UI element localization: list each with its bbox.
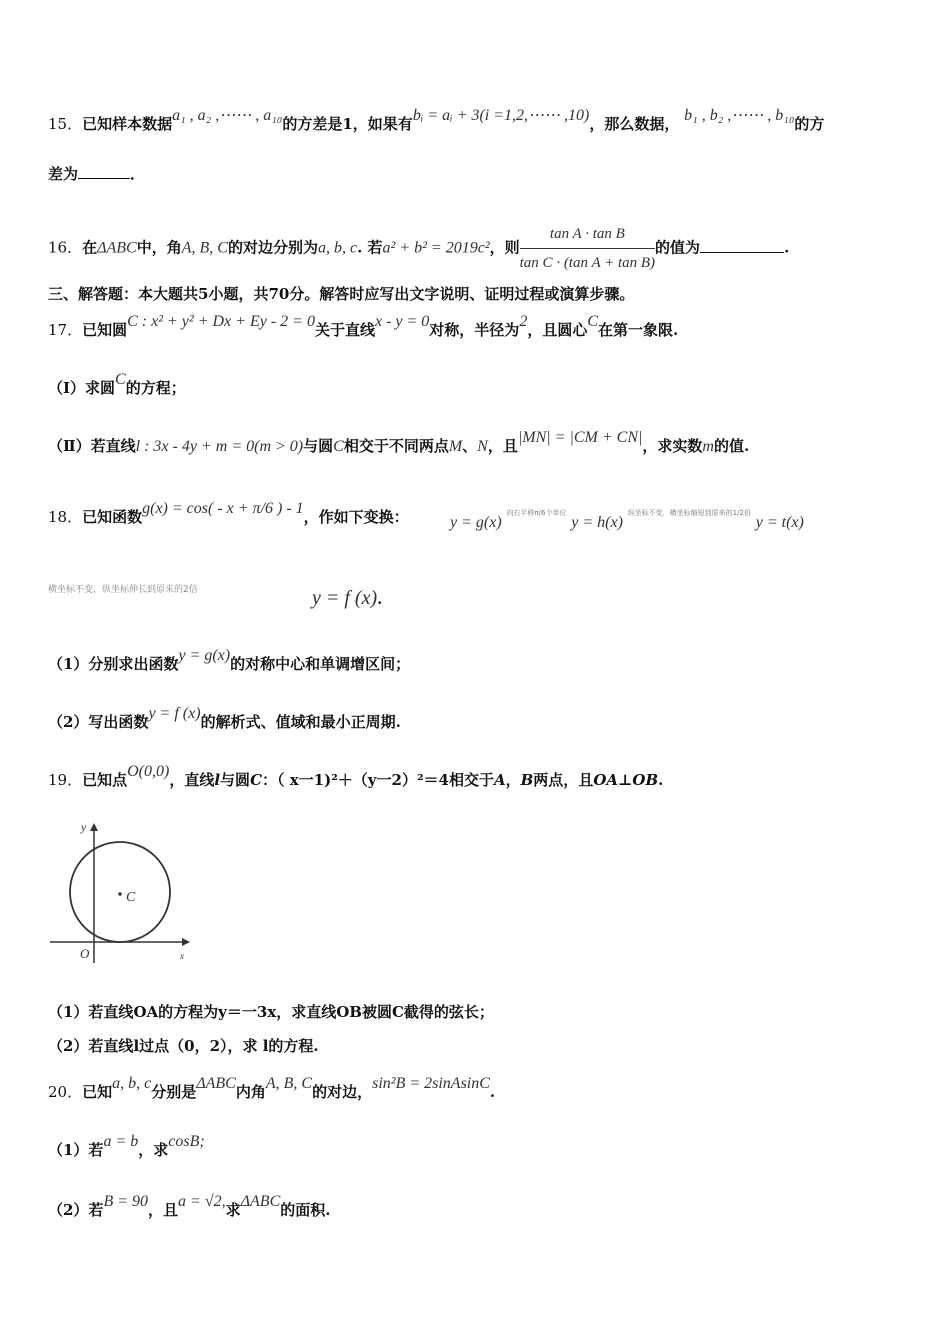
q17-part1-label: （Ⅰ）求圆 <box>48 379 116 397</box>
origin-label: O <box>80 946 90 961</box>
q19-text-1: 已知点 <box>82 771 128 789</box>
q16-math-4: a² + b² = 2019c² <box>382 239 490 257</box>
q20-part2-math-3: ΔABC <box>240 1193 281 1210</box>
q16-text-3: 的对边分别为 <box>227 238 318 257</box>
q18-part1-math: y = g(x) <box>178 647 231 664</box>
q19-text-4: ：（ x一1)²＋（y一2）²＝4相交于 <box>262 771 494 789</box>
q19-number: 19． <box>48 771 83 789</box>
q19-point-a: A <box>493 771 506 789</box>
q18-text-1: 已知函数 <box>82 508 143 526</box>
q15-text-5: 差为 <box>48 165 79 183</box>
q17-part2-label: （Ⅱ）若直线 <box>48 437 136 455</box>
q17-part2-text-5: ，求实数 <box>642 437 703 455</box>
q15-text-3: ，那么数据， <box>589 115 680 133</box>
q17-math-2: x - y = 0 <box>374 313 430 330</box>
q18-math-t: y = t(x) <box>755 514 804 531</box>
q19-point-b: B <box>520 771 534 789</box>
q20-part1-text: ，求 <box>138 1141 169 1159</box>
q20-number: 20． <box>48 1083 83 1101</box>
q16-fraction <box>520 222 655 275</box>
x-axis-label: x <box>180 951 184 961</box>
q19-figure <box>48 815 198 965</box>
q18-number: 18． <box>48 508 83 526</box>
q15-text-1: 已知样本数据 <box>82 115 173 133</box>
q18-math-1: g(x) = cos( - x + π/6 ) - 1 <box>142 500 304 517</box>
q17-part1 <box>48 371 950 401</box>
q15-answer-blank <box>78 178 130 179</box>
q20-text-5: . <box>489 1083 496 1101</box>
q18-math-g: y = g(x) <box>450 514 502 531</box>
q20-part2-label: （2）若 <box>48 1201 104 1219</box>
q15-text-4: 的方 <box>794 115 825 133</box>
q19-part2: （2）若直线l过点（0，2），求 l的方程. <box>48 1037 319 1055</box>
q18-text-3: . <box>377 590 383 608</box>
q19-math-1: O(0,0) <box>127 763 170 780</box>
q17-part2-text-3: 、 <box>462 437 478 455</box>
q18-transform-note-2: 纵坐标不变，横坐标缩短到原来的1/2倍 <box>627 509 751 517</box>
q20-text-4: 的对边， <box>312 1083 373 1101</box>
q17-number: 17． <box>48 321 83 339</box>
q16-math-3: a, b, c <box>317 239 358 257</box>
q16-fraction-denominator: tan C · (tan A + tan B) <box>519 255 656 271</box>
q16-fraction-numerator: tan A · tan B <box>520 222 655 249</box>
center-point <box>118 892 122 896</box>
q20-part2-math-1: B = 90 <box>103 1193 149 1210</box>
q17-text-2: 关于直线 <box>314 321 375 339</box>
q15-line1 <box>48 107 950 137</box>
q16-answer-blank <box>700 252 784 253</box>
q17-part2-math-1: l : 3x - 4y + m = 0(m > 0) <box>135 438 304 455</box>
q16-number: 16． <box>48 238 83 257</box>
q18-part1-label: （1）分别求出函数 <box>48 655 179 673</box>
q18-transform-note-3: 横坐标不变，纵坐标伸长到原来的2倍 <box>48 585 198 595</box>
q15-text-2: 的方差是1，如果有 <box>282 115 413 133</box>
q18-result <box>312 586 512 611</box>
q18-math-h: y = h(x) <box>571 514 623 531</box>
q17-part2-text-4: ，且 <box>487 437 518 455</box>
q15-math-1: a₁ , a₂ ,⋯⋯ , a₁₀ <box>172 107 283 124</box>
q15-math-3: b₁ , b₂ ,⋯⋯ , b₁₀ <box>684 107 795 124</box>
q17-text-5: 在第一象限. <box>598 321 679 339</box>
q19-text-6: 两点，且 <box>533 771 594 789</box>
q16-math-1: ΔABC <box>97 239 137 257</box>
q17-part2-math-2: C <box>333 438 344 455</box>
q20-text-2: 分别是 <box>151 1083 197 1101</box>
q17-text-1: 已知圆 <box>82 321 128 339</box>
q17-math-1: C : x² + y² + Dx + Ey - 2 = 0 <box>127 313 315 330</box>
q20-part2-math-2: a = √2, <box>178 1193 226 1210</box>
q20-math-3: A, B, C <box>265 1075 313 1092</box>
q18-part1 <box>48 647 950 677</box>
q20-text-1: 已知 <box>82 1083 113 1101</box>
x-axis-arrow-icon <box>182 938 190 946</box>
q19-text-3: 与圆 <box>220 771 251 789</box>
q20-part1 <box>48 1133 950 1163</box>
q19-circle-c: C <box>250 771 263 789</box>
q18-part2-label: （2）写出函数 <box>48 713 149 731</box>
q17-math-4: C <box>587 313 598 330</box>
q19-perpendicular: OA⊥OB <box>593 771 659 789</box>
q16-text-7: . <box>784 238 790 257</box>
q19-figure-svg <box>48 815 198 965</box>
q18-text-2: ，作如下变换： <box>303 508 409 526</box>
q17-text-4: ，且圆心 <box>527 321 588 339</box>
q20-part1-math-2: cosB; <box>168 1133 205 1150</box>
q17-part2-text-6: 的值. <box>713 437 750 455</box>
q17-part2-math-4: N <box>477 438 488 455</box>
q19-line <box>48 763 950 793</box>
q15-line2 <box>48 162 950 186</box>
q15-math-2: bᵢ = aᵢ + 3(i =1,2,⋯⋯ ,10) <box>412 107 590 124</box>
q17-math-3: 2 <box>519 313 528 330</box>
q15-text-6: ． <box>130 165 146 183</box>
q16-line <box>48 222 950 275</box>
q20-part2-text-3: 的面积. <box>280 1201 331 1219</box>
q19-text-2: ，直线 <box>169 771 215 789</box>
q20-part2-text-1: ，且 <box>148 1201 179 1219</box>
circle-c <box>70 842 170 942</box>
q20-part1-label: （1）若 <box>48 1141 104 1159</box>
q20-math-2: ΔABC <box>196 1075 236 1092</box>
q16-text-2: 中，角 <box>136 238 182 257</box>
q18-part2 <box>48 705 950 735</box>
q16-text-1: 在 <box>82 238 98 257</box>
q17-part2-text-1: 与圆 <box>303 437 334 455</box>
q16-text-4: . 若 <box>357 238 383 257</box>
q18-math-f: y = f (x) <box>312 587 378 609</box>
q20-math-4: sin²B = 2sinAsinC <box>372 1075 490 1092</box>
q19-text-7: . <box>658 771 664 789</box>
q18-part2-text: 的解析式、值域和最小正周期. <box>200 713 401 731</box>
q17-part2-text-2: 相交于不同两点 <box>343 437 449 455</box>
q17-part1-math: C <box>115 371 126 388</box>
q17-part2-math-6: m <box>702 438 714 455</box>
q17-part2 <box>48 429 950 459</box>
q20-part2 <box>48 1193 950 1223</box>
y-axis-arrow-icon <box>90 823 98 831</box>
q18-part2-math: y = f (x) <box>148 705 201 722</box>
q16-text-6: 的值为 <box>655 238 701 257</box>
y-axis-label: y <box>81 820 87 834</box>
q17-part2-math-5: |MN| = |CM + CN| <box>517 429 643 446</box>
q19-line-l: l <box>214 771 221 789</box>
q19-text-5: ， <box>505 771 521 789</box>
q16-text-5: ，则 <box>489 238 520 257</box>
q18-transform-note-1: 向右平移π/6个单位 <box>506 509 567 517</box>
q17-text-3: 对称，半径为 <box>429 321 520 339</box>
q20-part1-math-1: a = b <box>103 1133 139 1150</box>
q19-part1: （1）若直线OA的方程为y＝一3x，求直线OB被圆C截得的弦长； <box>48 1003 494 1021</box>
center-label: C <box>126 890 136 905</box>
q20-text-3: 内角 <box>235 1083 266 1101</box>
q15-number: 15． <box>48 115 83 133</box>
section-3-title: 三、解答题：本大题共5小题，共70分。解答时应写出文字说明、证明过程或演算步骤。 <box>48 285 635 303</box>
q17-part2-math-3: M <box>448 438 463 455</box>
q20-line <box>48 1075 950 1105</box>
q16-math-2: A, B, C <box>181 239 228 257</box>
q18-transform-chain <box>450 510 940 537</box>
q20-part2-text-2: 求 <box>225 1201 241 1219</box>
q18-part1-text: 的对称中心和单调增区间； <box>230 655 411 673</box>
q17-line <box>48 313 950 343</box>
q20-math-1: a, b, c <box>112 1075 152 1092</box>
q17-part1-text: 的方程； <box>125 379 186 397</box>
